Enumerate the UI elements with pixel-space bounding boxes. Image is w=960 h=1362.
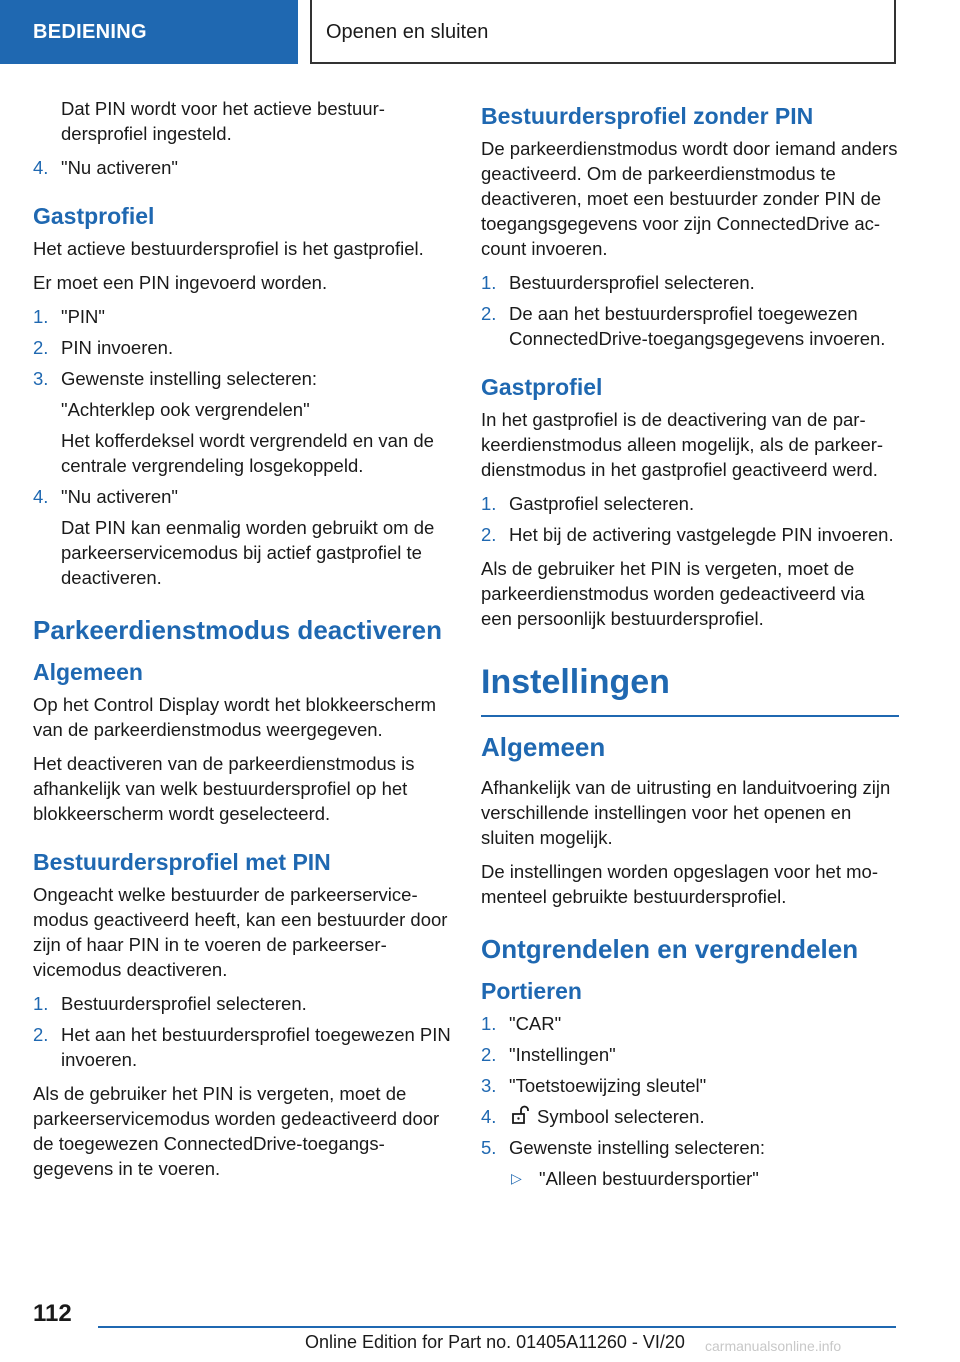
intro-paragraph: Dat PIN wordt voor het actieve bestuurdersprofiel ingesteld. (61, 98, 385, 144)
step-text: Symbool selecteren. (537, 1106, 705, 1127)
page-number: 112 (33, 1300, 72, 1327)
chapter-title: Openen en sluiten (310, 0, 896, 64)
step-number: 1. (481, 493, 497, 514)
list-item (33, 335, 451, 360)
footer-divider (98, 1326, 896, 1328)
subheading-algemeen: Algemeen (481, 732, 606, 762)
step-number: 4. (481, 1106, 497, 1127)
section-heading-ontgrendelen: Ontgrendelen en vergrendelen (481, 934, 859, 964)
list-item (33, 484, 451, 590)
paragraph: Afhankelijk van de uitrusting en landuitvoering zijn verschillende instellingen voor het openen en sluiten mogelijk. (481, 777, 891, 848)
steps-list (33, 991, 451, 1072)
section-heading-gastprofiel: Gastprofiel (33, 203, 155, 229)
unlock-icon (509, 1104, 531, 1126)
step-number: 2. (481, 1044, 497, 1065)
left-column (33, 96, 451, 1190)
list-item (481, 1104, 899, 1129)
paragraph: Er moet een PIN ingevoerd worden. (33, 272, 328, 293)
step-number: 2. (481, 303, 497, 324)
step-number: 2. (33, 1024, 49, 1045)
steps-list (481, 1011, 899, 1191)
step-text: De aan het bestuurdersprofiel toegewezen ConnectedDrive-toegangsgegevens invoeren. (509, 303, 886, 349)
chapter-heading-instellingen: Instellingen (481, 661, 899, 717)
triangle-bullet-icon: ▷ (511, 1170, 522, 1186)
step-text: PIN invoeren. (61, 337, 174, 358)
step-text: "Instellingen" (509, 1044, 616, 1065)
intro-list (33, 155, 451, 180)
step-number: 2. (481, 524, 497, 545)
steps-list (481, 270, 899, 351)
list-item (33, 366, 451, 478)
paragraph: Ongeacht welke bestuurder de parkeerservicemodus geactiveerd heeft, kan een bestuurder door zijn of haar PIN in te voeren de parkeerservicemodus deactiveren. (33, 884, 448, 980)
step-number: 4. (33, 486, 49, 507)
step-number: 3. (481, 1075, 497, 1096)
list-item (33, 155, 451, 180)
page-header (0, 0, 960, 66)
steps-list (481, 491, 899, 547)
list-item (33, 304, 451, 329)
step-number: 1. (33, 306, 49, 327)
step-text: Het aan het bestuurdersprofiel toegewezen PIN invoeren. (61, 1024, 451, 1070)
step-text: Gewenste instelling selecteren: (61, 368, 318, 389)
list-item (33, 991, 451, 1016)
section-tab: BEDIENING (0, 0, 298, 64)
step-detail: "Achterklep ook vergrendelen" (61, 399, 310, 420)
subheading-algemeen: Algemeen (33, 659, 143, 685)
step-text: "Toetstoewijzing sleutel" (509, 1075, 707, 1096)
step-text: Het bij de activering vastgelegde PIN invoeren. (509, 524, 894, 545)
list-item (33, 1022, 451, 1072)
step-text: "Nu activeren" (61, 157, 178, 178)
paragraph: Het actieve bestuurdersprofiel is het gastprofiel. (33, 238, 424, 259)
paragraph: Op het Control Display wordt het blokkeerscherm van de parkeerdienstmodus weergegeven. (33, 694, 437, 740)
list-item (481, 270, 899, 295)
step-text: Bestuurdersprofiel selecteren. (509, 272, 755, 293)
list-item (481, 301, 899, 351)
step-text: "PIN" (61, 306, 105, 327)
section-heading-zonder-pin: Bestuurdersprofiel zonder PIN (481, 103, 814, 129)
paragraph: De instellingen worden opgeslagen voor het momenteel gebruikte bestuurdersprofiel. (481, 861, 878, 907)
step-number: 1. (481, 272, 497, 293)
step-text: "Nu activeren" (61, 486, 178, 507)
paragraph: Als de gebruiker het PIN is vergeten, moet de parkeerdienstmodus worden gedeactiveerd via een persoonlijk bestuurdersprofiel. (481, 558, 865, 629)
step-detail: Dat PIN kan eenmalig worden gebruikt om de parkeerservicemodus bij actief gastprofiel te deactiveren. (61, 517, 435, 588)
step-text: Gastprofiel selecteren. (509, 493, 695, 514)
list-item (481, 491, 899, 516)
section-heading-deactiveren: Parkeerdienstmodus deactiveren (33, 615, 442, 645)
sub-list-item (509, 1166, 899, 1191)
step-number: 1. (481, 1013, 497, 1034)
step-number: 4. (33, 157, 49, 178)
steps-list (33, 304, 451, 590)
step-number: 3. (33, 368, 49, 389)
section-heading-gastprofiel: Gastprofiel (481, 374, 603, 400)
section-heading-met-pin: Bestuurdersprofiel met PIN (33, 849, 331, 875)
sub-item-text: "Alleen bestuurdersportier" (539, 1168, 759, 1189)
list-item (481, 522, 899, 547)
step-text: Bestuurdersprofiel selecteren. (61, 993, 307, 1014)
step-text: Gewenste instelling selecteren: (509, 1137, 766, 1158)
list-item (481, 1011, 899, 1036)
right-column (481, 96, 899, 1200)
step-detail: Het kofferdeksel wordt vergrendeld en van de centrale vergrendeling losgekoppeld. (61, 430, 434, 476)
subheading-portieren: Portieren (481, 978, 582, 1004)
footer-edition: Online Edition for Part no. 01405A11260 - VI/20 (305, 1332, 685, 1352)
paragraph: Het deactiveren van de parkeerdienstmodus is afhankelijk van welk bestuurdersprofiel op het blokkeerscherm wordt geselecteerd. (33, 753, 415, 824)
step-number: 1. (33, 993, 49, 1014)
paragraph: In het gastprofiel is de deactivering van de parkeerdienstmodus alleen mogelijk, als de parkeerdienstmodus in het gastprofiel geactiveerd werd. (481, 409, 884, 480)
list-item (481, 1042, 899, 1067)
paragraph: Als de gebruiker het PIN is vergeten, moet de parkeerservicemodus worden gedeactiveerd door de toegewezen ConnectedDrive-toegangsgegevens in te voeren. (33, 1083, 440, 1179)
sub-list (509, 1166, 899, 1191)
watermark: carmanualsonline.info (705, 1338, 842, 1354)
list-item (481, 1135, 899, 1191)
step-text: "CAR" (509, 1013, 562, 1034)
paragraph: De parkeerdienstmodus wordt door iemand anders geactiveerd. Om de parkeerdienstmodus te deactiveren, moet een bestuurder zonder PIN de toegangsgegevens voor zijn ConnectedDrive account invoeren. (481, 138, 898, 259)
list-item (481, 1073, 899, 1098)
step-number: 2. (33, 337, 49, 358)
step-number: 5. (481, 1137, 497, 1158)
